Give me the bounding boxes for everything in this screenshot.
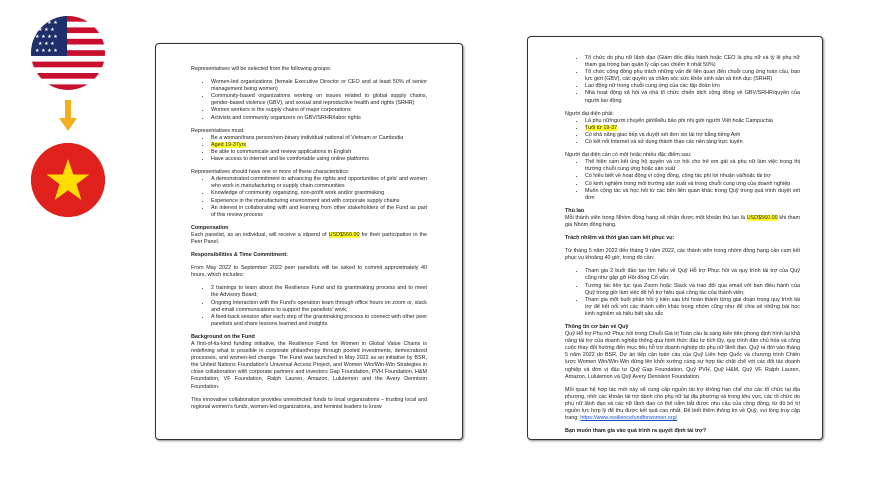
paragraph: Representatives will be selected from the following groups:: [191, 66, 332, 72]
paragraph: This innovative collaboration provides unrestricted funds to local organizations – trusting local and regional women's funds, women-led organizations, and feminist leaders to know: [191, 396, 427, 410]
list-item: • Tổ chức cộng đồng phụ trách những vấn đề liên quan đến chuỗi cung ứng toàn cầu, bạo lực giới (GBV), các quyền và chăm sóc sức khỏe sinh sản và tình dục (SRHR): [585, 69, 800, 83]
list-item: • Be able to communicate and review applications in English: [211, 149, 427, 156]
paragraph: Người đại diện phải:: [565, 110, 614, 117]
list-item: • Have access to internet and be comfortable using online platforms: [211, 156, 427, 163]
list-item: • Experience in the manufacturing environment and with corporate supply chains: [211, 198, 427, 205]
list-item: • Activists and community organizers on GBV/SRHR/labor rights: [211, 115, 427, 122]
list-item: • Women workers in the supply chains of major corporations: [211, 107, 427, 114]
list-item: • Women-led organizations (female Executive Director or CEO and at least 50% of senior management being women): [211, 79, 427, 93]
list-item: • Có hiểu biết về hoạt động vì cộng đồng, công tác phi lợi nhuận và/hoặc tài trợ: [585, 173, 800, 180]
paragraph: Mối quan hệ hợp tác mới này sẽ cung cấp nguồn tài trợ không hạn chế cho các tổ chức tại địa phương, nhờ các khoản tài trợ dành cho phụ nữ tại địa phương và trong khu vực, các tổ chức do phụ nữ lãnh đạo và các nữ lãnh đạo có thể nắm bắt được nhu cầu của cộng đồng, từ đó bố trí nguồn lực hợp lý để thu được kết quả cao nhất. Để biết thêm thông tin về Quỹ, vui lòng truy cập trang: https://www.resiliencefundforwomen.org/: [565, 386, 800, 422]
list-item: • Ongoing interaction with the Fund's operation team through office hours on zoom or, slack and email communications to support the panelists' work;: [211, 300, 427, 314]
paragraph: Representatives must:: [191, 127, 245, 134]
list-item: • Tham gia 2 buổi đào tạo tìm hiểu về Quỹ Hỗ trợ Phục hồi và quy trình tài trợ của Quỹ cũng như gặp gỡ Hội đồng Cố vấn;: [585, 268, 800, 282]
section-heading: Responsibilities & Time Commitment:: [191, 252, 288, 259]
bullet-list: [565, 118, 800, 146]
list-item: • 2 trainings to learn about the Resilience Fund and its grantmaking process and to meet the Advisory Board;: [211, 285, 427, 299]
svg-text:★ ★ ★ ★: ★ ★ ★ ★: [35, 48, 58, 54]
arrow-down-icon: [58, 100, 78, 132]
paragraph: Mỗi thành viên trong Nhóm đồng hạng sẽ nhận được một khoản thù lao là USD$560.00 khi tham gia Nhóm đồng hạng.: [565, 214, 800, 228]
bullet-list: [565, 268, 800, 318]
list-item: • Tương tác liên tục qua Zoom hoặc Slack và trao đổi qua email với ban điều hành của Quỹ trong giờ làm việc để hỗ trợ hiệu quả công tác của thành viên;: [585, 283, 800, 297]
svg-text:★ ★ ★: ★ ★ ★: [38, 41, 55, 47]
bullet-list: [191, 79, 427, 122]
list-item: • Lao động nữ trong chuỗi cung ứng của các tập đoàn lớn: [585, 83, 800, 90]
list-item: • Thể hiện cam kết ủng hộ quyền và cơ hội cho trẻ em gái và phụ nữ làm việc trong thị trường chuỗi cung ứng hoặc sản xuất: [585, 159, 800, 173]
paragraph: Representatives should have one or more of these characteristics:: [191, 169, 350, 176]
list-item: • Tổ chức do phụ nữ lãnh đạo (Giám đốc điều hành hoặc CEO là phụ nữ và tỷ lệ phụ nữ tham gia trong ban quản lý cấp cao chiếm ít nhất 50%): [585, 55, 800, 69]
list-item: • Tham gia một buổi phản hồi ý kiến sau khi hoàn thành từng giai đoạn trong quy trình tài trợ để kết nối với các thành viên khác trong nhóm cũng như để chia sẻ những bài học kinh nghiệm và hiểu biết sâu sắc: [585, 297, 800, 318]
list-item: • Có khả năng giao tiếp và duyệt xét đơn xin tài trợ bằng tiếng Anh: [585, 132, 800, 139]
list-item: • A feed-back session after each step of the grantmaking process to connect with other peer panelists and share lessons learned and insights: [211, 314, 427, 328]
list-item: • Muốn cộng tác và học hỏi từ các bên liên quan khác trong Quỹ trong quá trình duyệt xét đơn: [585, 188, 800, 202]
list-item: • Nhà hoạt động xã hội và nhà tổ chức chiến dịch cộng đồng về GBV/SRHR/quyền của người lao động: [585, 90, 800, 104]
paragraph: Từ tháng 5 năm 2022 đến tháng 9 năm 2022, các thành viên trong nhóm đồng hạng cần cam kết phục vụ khoảng 40 giờ, trong đó cần:: [565, 248, 800, 262]
list-item: • An interest in collaborating with and learning from other stakeholders of the Fund as part of this review process: [211, 205, 427, 219]
paragraph: Each panelist, as an individual, will receive a stipend of USD$560.00 for their participation in the Peer Panel.: [191, 231, 427, 245]
paragraph: A first-of-its-kind funding initiative, the Resilience Fund for Women in Global Value Chains is redefining what is possible in corporate philanthropy through pooled investments, democratized processes, and women-led change. The Fund was launched in May 2022 as an initiative by BSR, the United Nations Foundation's Universal Access Project, and Women Win/Win-Win Strategies in close collaboration with corporate partners and investors Gap Foundation, PVH Foundation, H&M Foundation, VF Foundation, Ralph Lauren, Amazon, Lululemon and the Avery Dennison Foundation.: [191, 341, 427, 390]
bullet-list: [565, 159, 800, 202]
section-heading: Compensation: [191, 224, 229, 231]
paragraph: Quỹ Hỗ trợ Phụ nữ Phục hồi trong Chuỗi Giá trị Toàn cầu là sáng kiến tiên phong định hình lại khả năng tài trợ của doanh nghiệp thông qua hình thức đầu tư tích lũy, quy trình dân chủ hóa và công cuộc thay đổi hướng đến mục tiêu hỗ trợ doanh nghiệp do phụ nữ lãnh đạo. Quỹ ra đời vào tháng 5 năm 2022 do BSR, Dự án tiếp cận toàn cầu của Quỹ Liên hợp Quốc và chương trình Chiến lược Women Win/Win-Win đứng lên khởi xướng cùng sự hợp tác chặt chẽ với các đối tác doanh nghiệp và đơn vị đầu tư Quỹ Gap Foundation, Quỹ PVH, Quỹ H&M, Quỹ VF, Ralph Lauren, Amazon, Lululemon và Quỹ Avery Dennison Foundation.: [565, 331, 800, 380]
list-item: • A demonstrated commitment to advancing the rights and opportunities of girls' and women who work in manufacturing or supply chain communities: [211, 176, 427, 190]
bullet-list: [191, 135, 427, 163]
section-heading: Thông tin cơ bản về Quỹ: [565, 324, 629, 330]
svg-text:★ ★ ★ ★: ★ ★ ★ ★: [35, 34, 58, 40]
english-document-page: [155, 43, 463, 440]
svg-text:★ ★ ★ ★: ★ ★ ★ ★: [35, 20, 58, 26]
vietnam-flag: [31, 143, 105, 217]
highlighted-text: Aged 19-37yrs: [211, 141, 247, 148]
section-heading: Thù lao: [565, 207, 585, 214]
list-item: • Knowledge of community organizing, non-profit work and/or grantmaking: [211, 190, 427, 197]
section-heading: Background on the Fund: [191, 333, 255, 340]
list-item: • Có kinh nghiệm trong môi trường sản xuất và trong chuỗi cung ứng của doanh nghiệp: [585, 181, 800, 188]
list-item: [585, 125, 800, 132]
list-item: • Community-based organizations working on issues related to global supply chains, gender-based violence (GBV), and sexual and reproductive health and rights (SRHR): [211, 93, 427, 107]
list-item: [211, 142, 427, 149]
fund-website-link[interactable]: https://www.resiliencefundforwomen.org/: [580, 415, 678, 422]
section-heading: Bạn muốn tham gia vào quá trình ra quyết định tài trợ?: [565, 428, 707, 435]
section-heading: Trách nhiệm và thời gian cam kết phục vụ:: [565, 235, 675, 242]
list-item: • Có kết nối Internet và sử dụng thành thạo các nền tảng trực tuyến: [585, 139, 800, 146]
list-item: • Là phụ nữ/người chuyển giới/kiểu bảo phi nhị giới người Việt hoặc Campuchia: [585, 118, 800, 125]
bullet-list: [191, 285, 427, 328]
bullet-list: [565, 55, 800, 105]
vietnamese-document-page: [527, 36, 823, 440]
paragraph: From May 2022 to September 2022 peer panelists will be asked to commit approximately 40 hours, which includes:: [191, 265, 427, 279]
united-states-flag: [31, 16, 105, 90]
svg-text:★ ★ ★: ★ ★ ★: [38, 27, 55, 33]
highlighted-text: Tuổi từ 19-37: [585, 124, 618, 131]
bullet-list: [191, 176, 427, 219]
paragraph: Người đại diện cần có một hoặc nhiều đặc điểm sau:: [565, 152, 692, 159]
highlighted-text: USD$560.00: [328, 231, 360, 238]
list-item: • Be a woman/trans person/non-binary individual national of Vietnam or Cambodia: [211, 135, 427, 142]
highlighted-text: USD$560.00: [746, 214, 778, 221]
